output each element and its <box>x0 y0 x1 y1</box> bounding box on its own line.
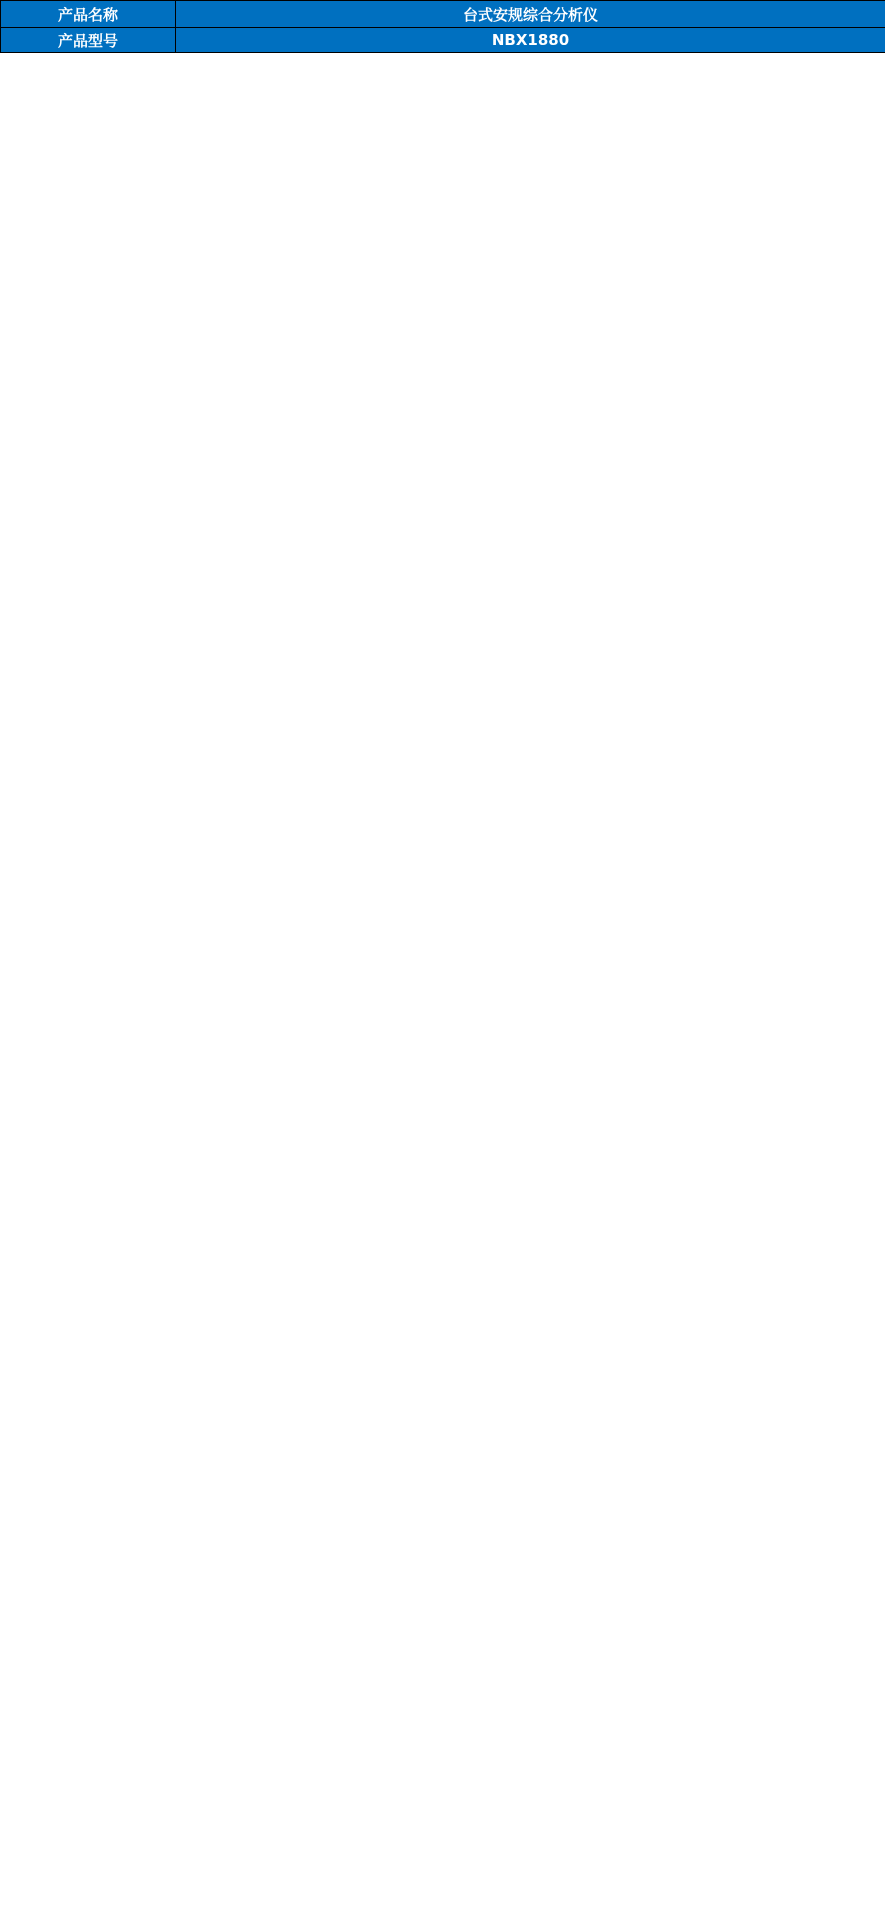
product-model-row <box>1 28 885 53</box>
product-name-row <box>1 1 885 28</box>
product-model-value: NBX1880 <box>176 28 885 53</box>
spec-table <box>0 0 885 53</box>
product-name-value: 台式安规综合分析仪 <box>176 1 885 28</box>
product-model-label: 产品型号 <box>1 28 176 53</box>
product-name-label: 产品名称 <box>1 1 176 28</box>
